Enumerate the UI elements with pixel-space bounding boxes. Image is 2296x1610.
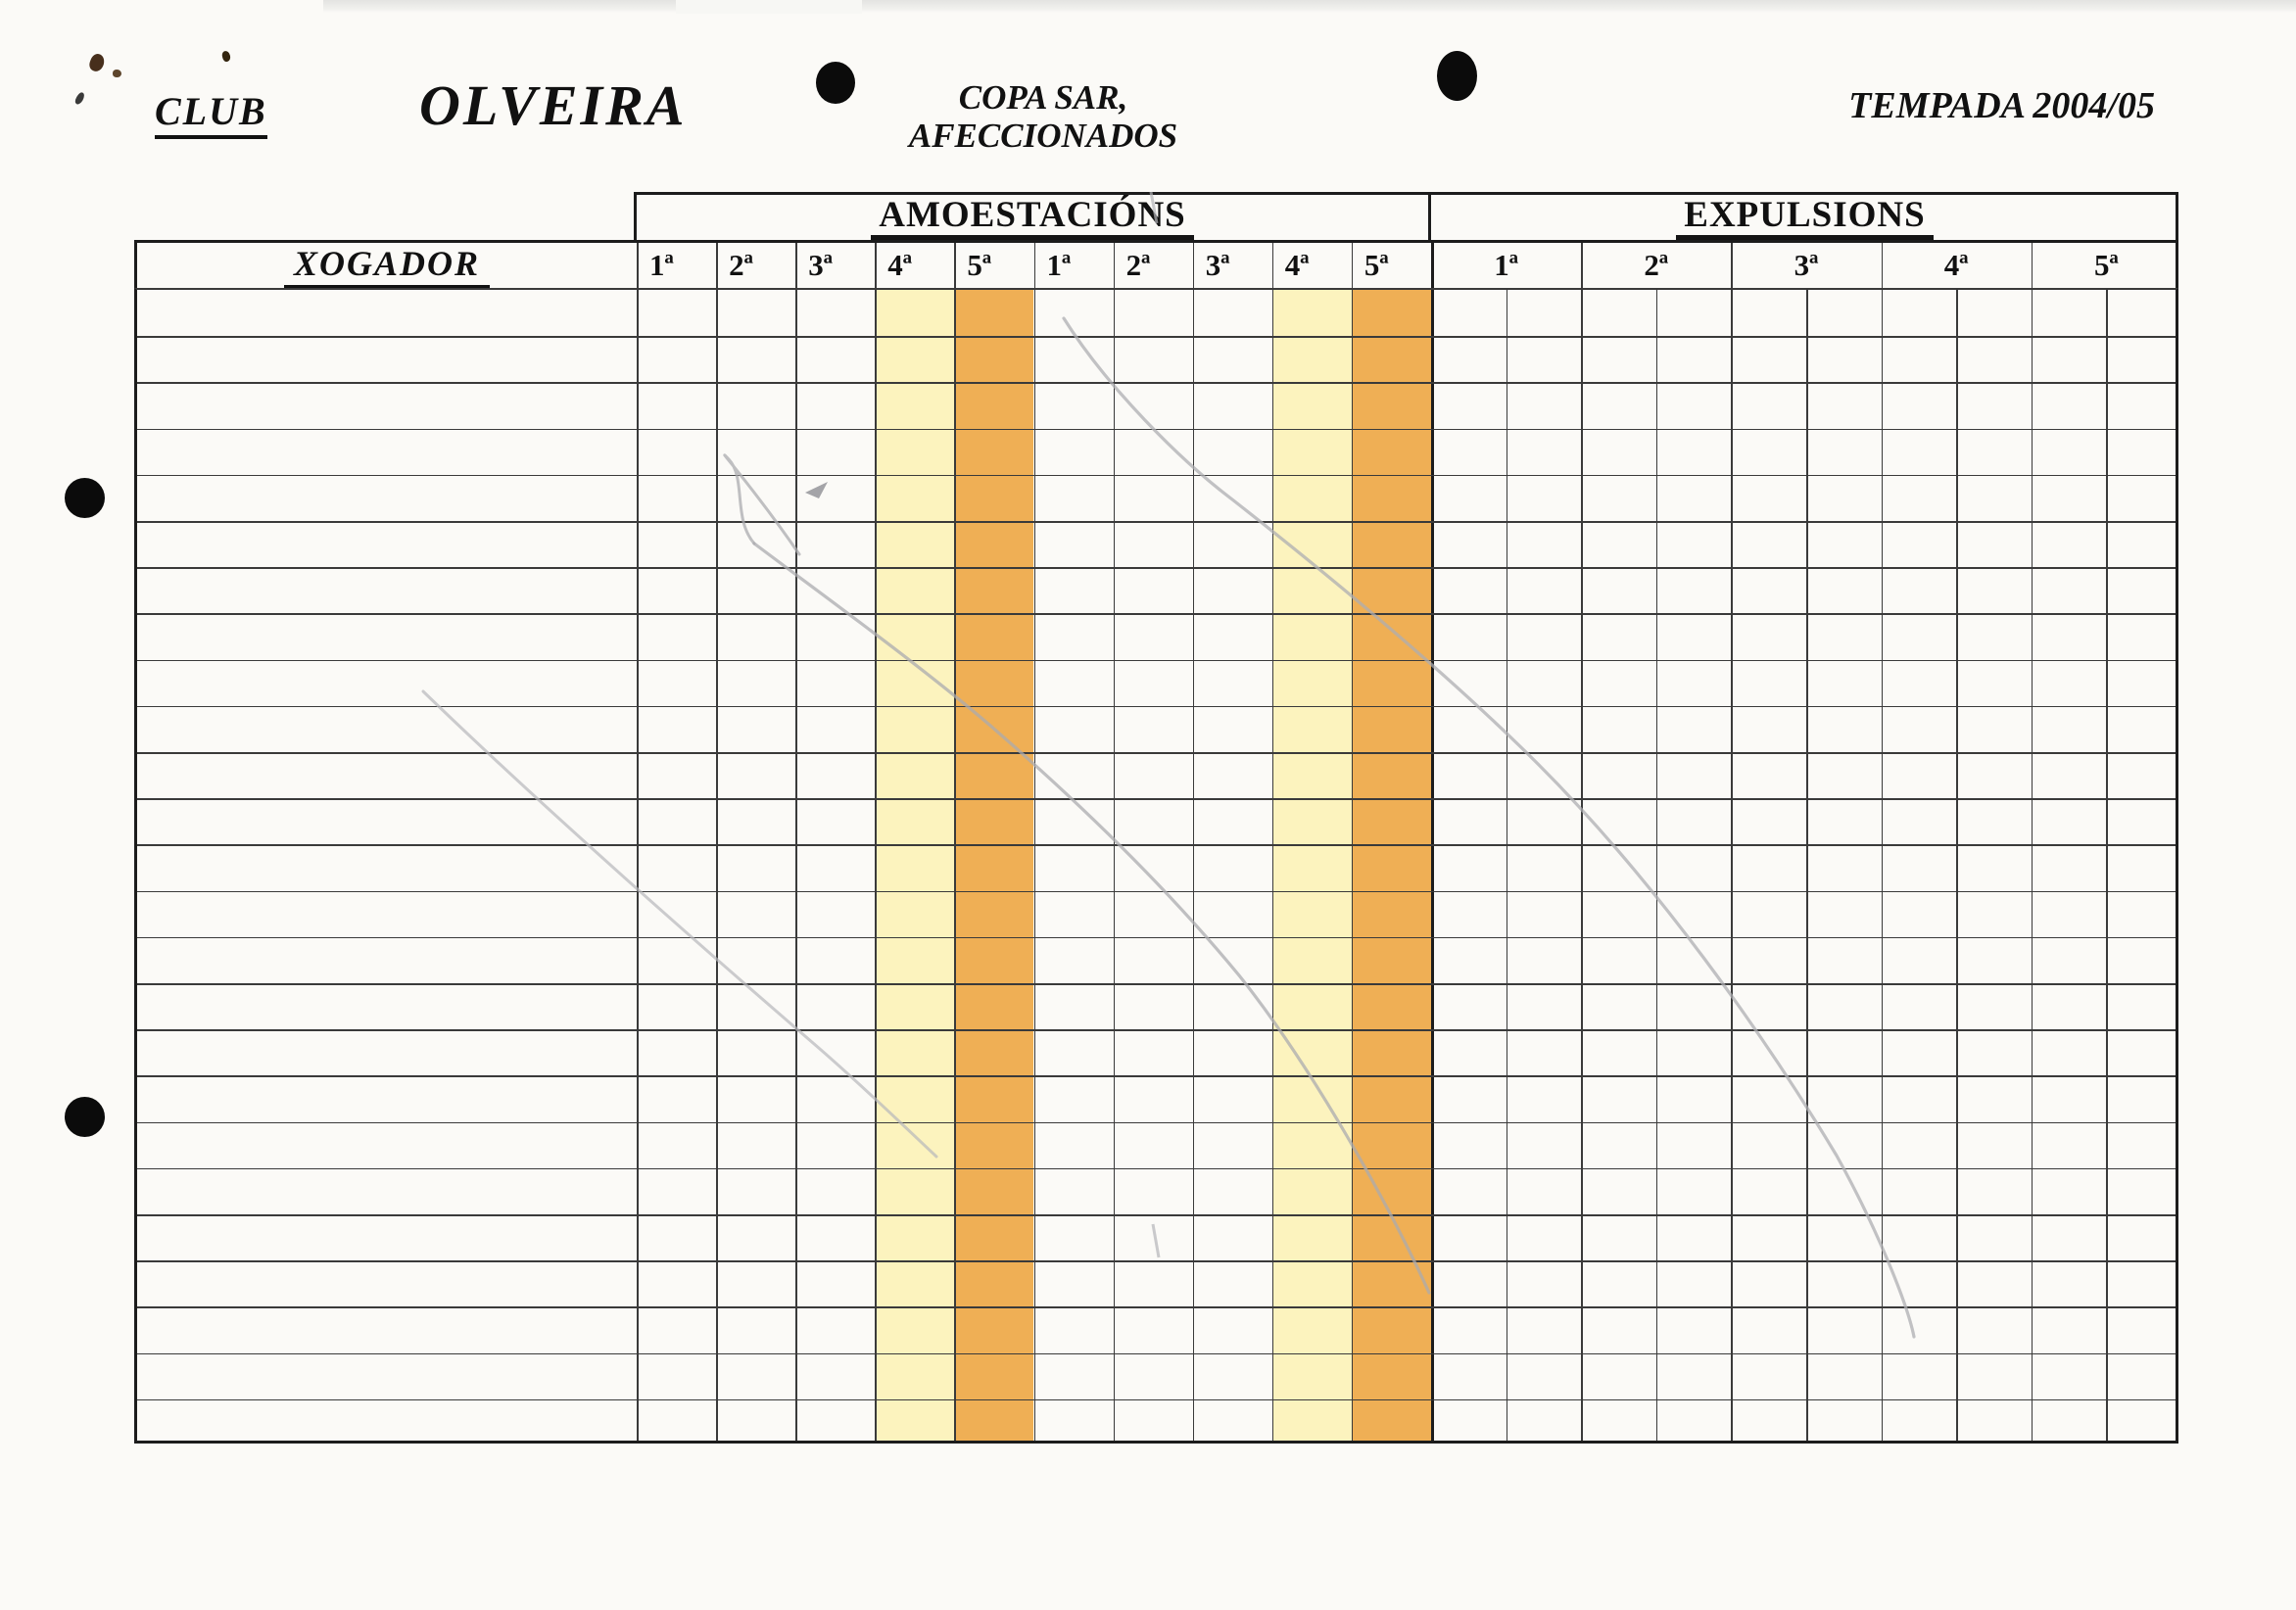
grid-line [637,243,639,288]
grid-line [716,243,718,288]
grid-line [137,1122,2176,1124]
scanner-edge-gap [0,0,323,14]
grid-line [875,290,877,1441]
grid-line [137,613,2176,615]
punch-hole [816,62,855,104]
season-label: TEMPADA 2004/05 [1848,85,2155,126]
expulsions-col-header: 4ª [1943,248,1969,282]
grid-line [137,1075,2176,1077]
section-header-band [634,192,2178,240]
grid-line [637,290,639,1441]
grid-line [1193,290,1195,1441]
grid-line [137,1353,2176,1355]
grid-line [137,891,2176,893]
grid-line [1731,243,1733,288]
grid-line [2032,243,2033,288]
amoestacions-col-header: 3ª [808,248,833,282]
grid-line [1882,290,1884,1441]
cards-table [134,192,2178,1444]
grid-line [1656,290,1658,1441]
grid-line [1034,243,1036,288]
highlighted-column [1352,290,1431,1441]
amoestacions-col-header: 4ª [1284,248,1310,282]
grid-line [137,1306,2176,1308]
scanner-edge-gap [676,0,862,14]
club-name: OLVEIRA [419,73,688,137]
amoestacions-col-header: 1ª [1046,248,1072,282]
expulsions-col-header: 5ª [2093,248,2119,282]
table-body-grid [134,288,2178,1444]
expulsions-col-header: 2ª [1644,248,1669,282]
section-expulsions [1431,195,2178,240]
grid-line [137,429,2176,431]
ink-stain [221,50,231,62]
grid-line [1507,290,1508,1441]
amoestacions-col-header: 5ª [1363,248,1389,282]
column-header-row [134,240,2178,288]
grid-line [954,290,956,1441]
amoestacions-col-header: 3ª [1205,248,1230,282]
grid-line [1272,290,1274,1441]
grid-line [1806,290,1808,1441]
ink-stain [87,52,107,73]
punch-hole [65,478,105,518]
ink-stain [113,70,121,77]
highlighted-column [1272,290,1352,1441]
grid-line [1352,243,1354,288]
grid-line [1882,243,1884,288]
punch-hole [65,1097,105,1137]
grid-line [1731,290,1733,1441]
player-column-label: XOGADOR [284,243,490,289]
scanner-edge-shadow [0,0,2296,13]
grid-line [137,336,2176,338]
competition-line2: AFECCIONADOS [908,117,1178,155]
grid-line [1581,243,1583,288]
competition-title [877,78,1210,155]
grid-line [137,475,2176,477]
grid-line [1581,290,1583,1441]
grid-line [137,798,2176,800]
amoestacions-col-header: 2ª [1125,248,1151,282]
grid-line [1114,243,1116,288]
ink-stain [73,91,86,106]
grid-line [2032,290,2033,1441]
grid-line [954,243,956,288]
grid-line [1431,243,1434,288]
grid-line [716,290,718,1441]
player-column-header [137,243,637,288]
grid-line [137,752,2176,754]
grid-line [875,243,877,288]
highlighted-column [875,290,954,1441]
grid-line [795,243,797,288]
grid-line [137,937,2176,939]
section-amoestacions [637,195,1428,240]
grid-line [137,521,2176,523]
club-label: CLUB [155,88,267,139]
amoestacions-col-header: 4ª [887,248,913,282]
grid-line [137,706,2176,708]
grid-line [137,1260,2176,1262]
amoestacions-col-header: 1ª [649,248,674,282]
expulsions-col-header: 3ª [1794,248,1819,282]
grid-line [1431,290,1434,1441]
highlighted-column [954,290,1033,1441]
grid-line [137,382,2176,384]
grid-line [795,290,797,1441]
grid-line [137,660,2176,662]
expulsions-col-header: 1ª [1494,248,1518,282]
amoestacions-col-header: 5ª [967,248,992,282]
grid-line [1956,290,1958,1441]
grid-line [137,1214,2176,1216]
grid-line [1193,243,1195,288]
grid-line [137,844,2176,846]
punch-hole [1437,51,1477,101]
grid-line [137,1029,2176,1031]
grid-line [1114,290,1116,1441]
section-title-expulsions: EXPULSIONS [1676,196,1933,240]
section-title-amoestacions: AMOESTACIÓNS [871,196,1194,240]
competition-line1: COPA SAR, [958,78,1128,117]
grid-line [137,567,2176,569]
grid-line [137,1168,2176,1170]
grid-line [2106,290,2108,1441]
grid-line [1034,290,1036,1441]
grid-line [1352,290,1354,1441]
grid-line [137,983,2176,985]
amoestacions-col-header: 2ª [729,248,753,282]
grid-line [137,1399,2176,1401]
grid-line [1272,243,1274,288]
